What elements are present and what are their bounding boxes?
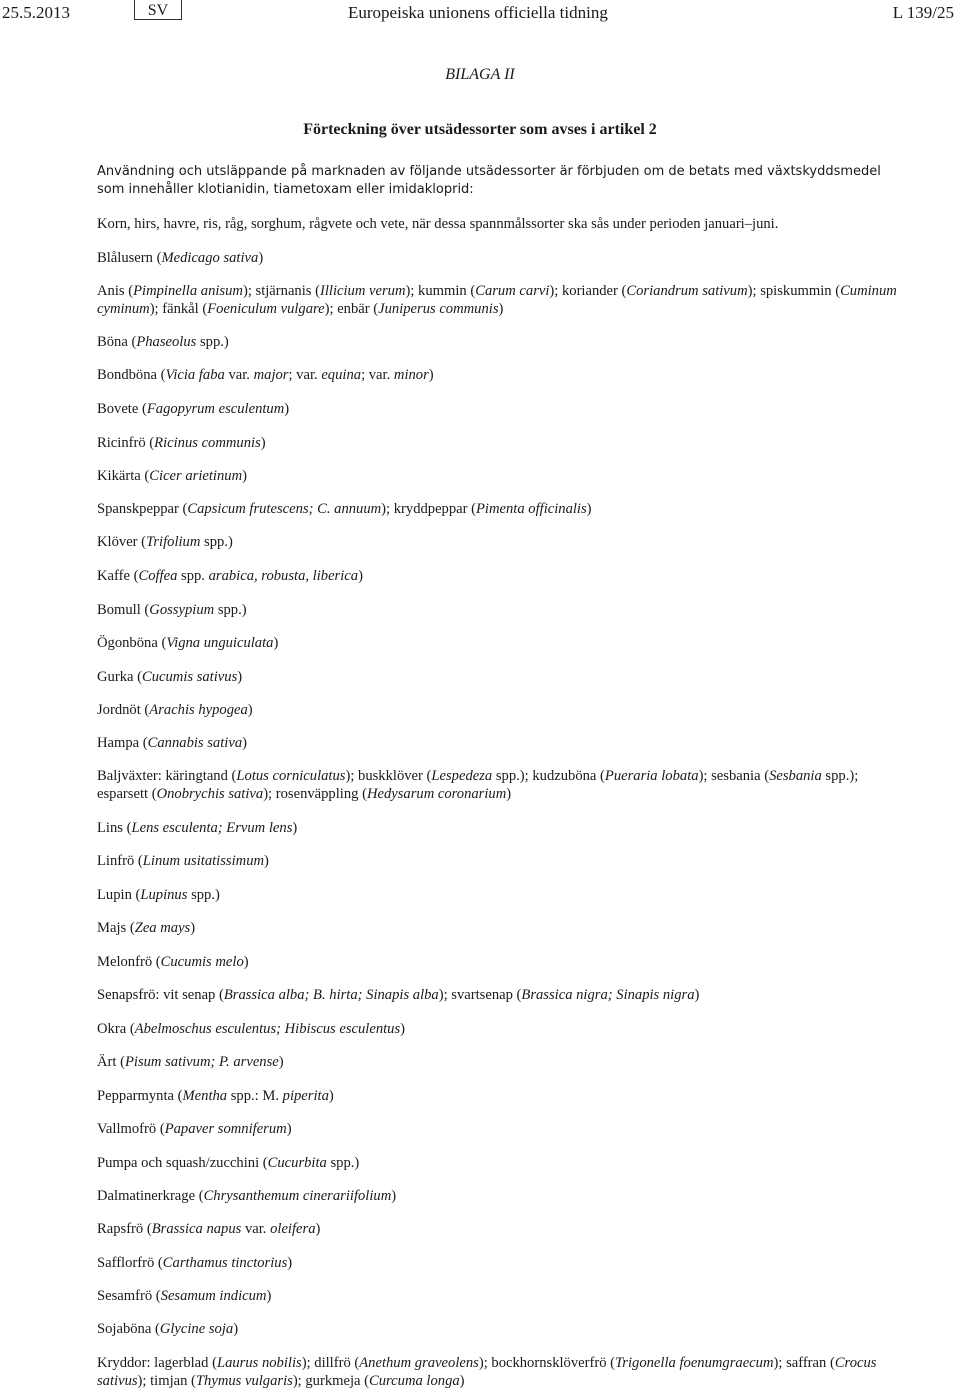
list-item: Linfrö (Linum usitatissimum) — [97, 853, 269, 869]
list-item: Sojaböna (Glycine soja) — [97, 1321, 239, 1337]
list-item: Böna (Phaseolus spp.) — [97, 334, 229, 350]
list-item: Kaffe (Coffea spp. arabica, robusta, liberica) — [97, 568, 363, 584]
list-item: Rapsfrö (Brassica napus var. oleifera) — [97, 1221, 321, 1237]
list-item: Jordnöt (Arachis hypogea) — [97, 702, 253, 718]
list-item: Safflorfrö (Carthamus tinctorius) — [97, 1255, 293, 1271]
list-item: Ögonböna (Vigna unguiculata) — [97, 635, 279, 651]
header-date: 25.5.2013 — [2, 3, 70, 22]
list-item: Bomull (Gossypium spp.) — [97, 602, 247, 618]
list-item: Gurka (Cucumis sativus) — [97, 669, 243, 685]
list-item: Bondböna (Vicia faba var. major; var. equina; var. minor) — [97, 367, 434, 383]
page-reference: L 139/25 — [892, 3, 954, 22]
list-item: Majs (Zea mays) — [97, 920, 196, 936]
list-item: Blålusern (Medicago sativa) — [97, 250, 264, 266]
list-item: Klöver (Trifolium spp.) — [97, 534, 233, 550]
intro-paragraph: Användning och utsläppande på marknaden av följande utsädessorter är förbjuden om de betats med växtskyddsmedel som innehåller klotianidin, tiametoxam eller imidakloprid: — [97, 164, 881, 197]
journal-title: Europeiska unionens officiella tidning — [348, 3, 608, 22]
list-item: Spanskpeppar (Capsicum frutescens; C. annuum); kryddpeppar (Pimenta officinalis) — [97, 501, 592, 517]
list-item: Ricinfrö (Ricinus communis) — [97, 435, 266, 451]
list-item: Sesamfrö (Sesamum indicum) — [97, 1288, 272, 1304]
list-item: Dalmatinerkrage (Chrysanthemum cinerariifolium) — [97, 1188, 397, 1204]
list-item: Korn, hirs, havre, ris, råg, sorghum, rågvete och vete, när dessa spannmålssorter ska sås under perioden januari–juni. — [97, 216, 779, 232]
list-item: Vallmofrö (Papaver somniferum) — [97, 1121, 292, 1137]
list-item: Pepparmynta (Mentha spp.: M. piperita) — [97, 1088, 334, 1104]
section-title: Förteckning över utsädessorter som avses i artikel 2 — [303, 121, 657, 138]
list-item: Okra (Abelmoschus esculentus; Hibiscus esculentus) — [97, 1021, 406, 1037]
language-badge: SV — [134, 0, 182, 20]
list-item: Pumpa och squash/zucchini (Cucurbita spp.) — [97, 1155, 360, 1171]
list-item: Lupin (Lupinus spp.) — [97, 887, 220, 903]
list-item: Senapsfrö: vit senap (Brassica alba; B. hirta; Sinapis alba); svartsenap (Brassica nigra; Sinapis nigra) — [97, 987, 700, 1003]
annex-title: BILAGA II — [445, 66, 515, 83]
list-item: Bovete (Fagopyrum esculentum) — [97, 401, 290, 417]
list-item: Kikärta (Cicer arietinum) — [97, 468, 247, 484]
list-item: Kryddor: lagerblad (Laurus nobilis); dillfrö (Anethum graveolens); bockhornsklöverfrö (Trigonella foenumgraecum); saffran (Crocus sativus); timjan (Thymus vulgaris); gurkmeja (Curcuma longa) — [97, 1355, 877, 1389]
list-item: Baljväxter: käringtand (Lotus corniculatus); buskklöver (Lespedeza spp.); kudzuböna (Pueraria lobata); sesbania (Sesbania spp.); esparsett (Onobrychis sativa); rosenväppling (Hedysarum coronarium) — [97, 768, 859, 802]
list-item: Melonfrö (Cucumis melo) — [97, 954, 249, 970]
list-item: Hampa (Cannabis sativa) — [97, 735, 247, 751]
list-item: Ärt (Pisum sativum; P. arvense) — [97, 1054, 284, 1070]
list-item: Anis (Pimpinella anisum); stjärnanis (Illicium verum); kummin (Carum carvi); koriander (Coriandrum sativum); spiskummin (Cuminum cyminum); fänkål (Foeniculum vulgare); enbär (Juniperus communis) — [97, 283, 897, 317]
page-header — [0, 0, 960, 26]
list-item: Lins (Lens esculenta; Ervum lens) — [97, 820, 298, 836]
